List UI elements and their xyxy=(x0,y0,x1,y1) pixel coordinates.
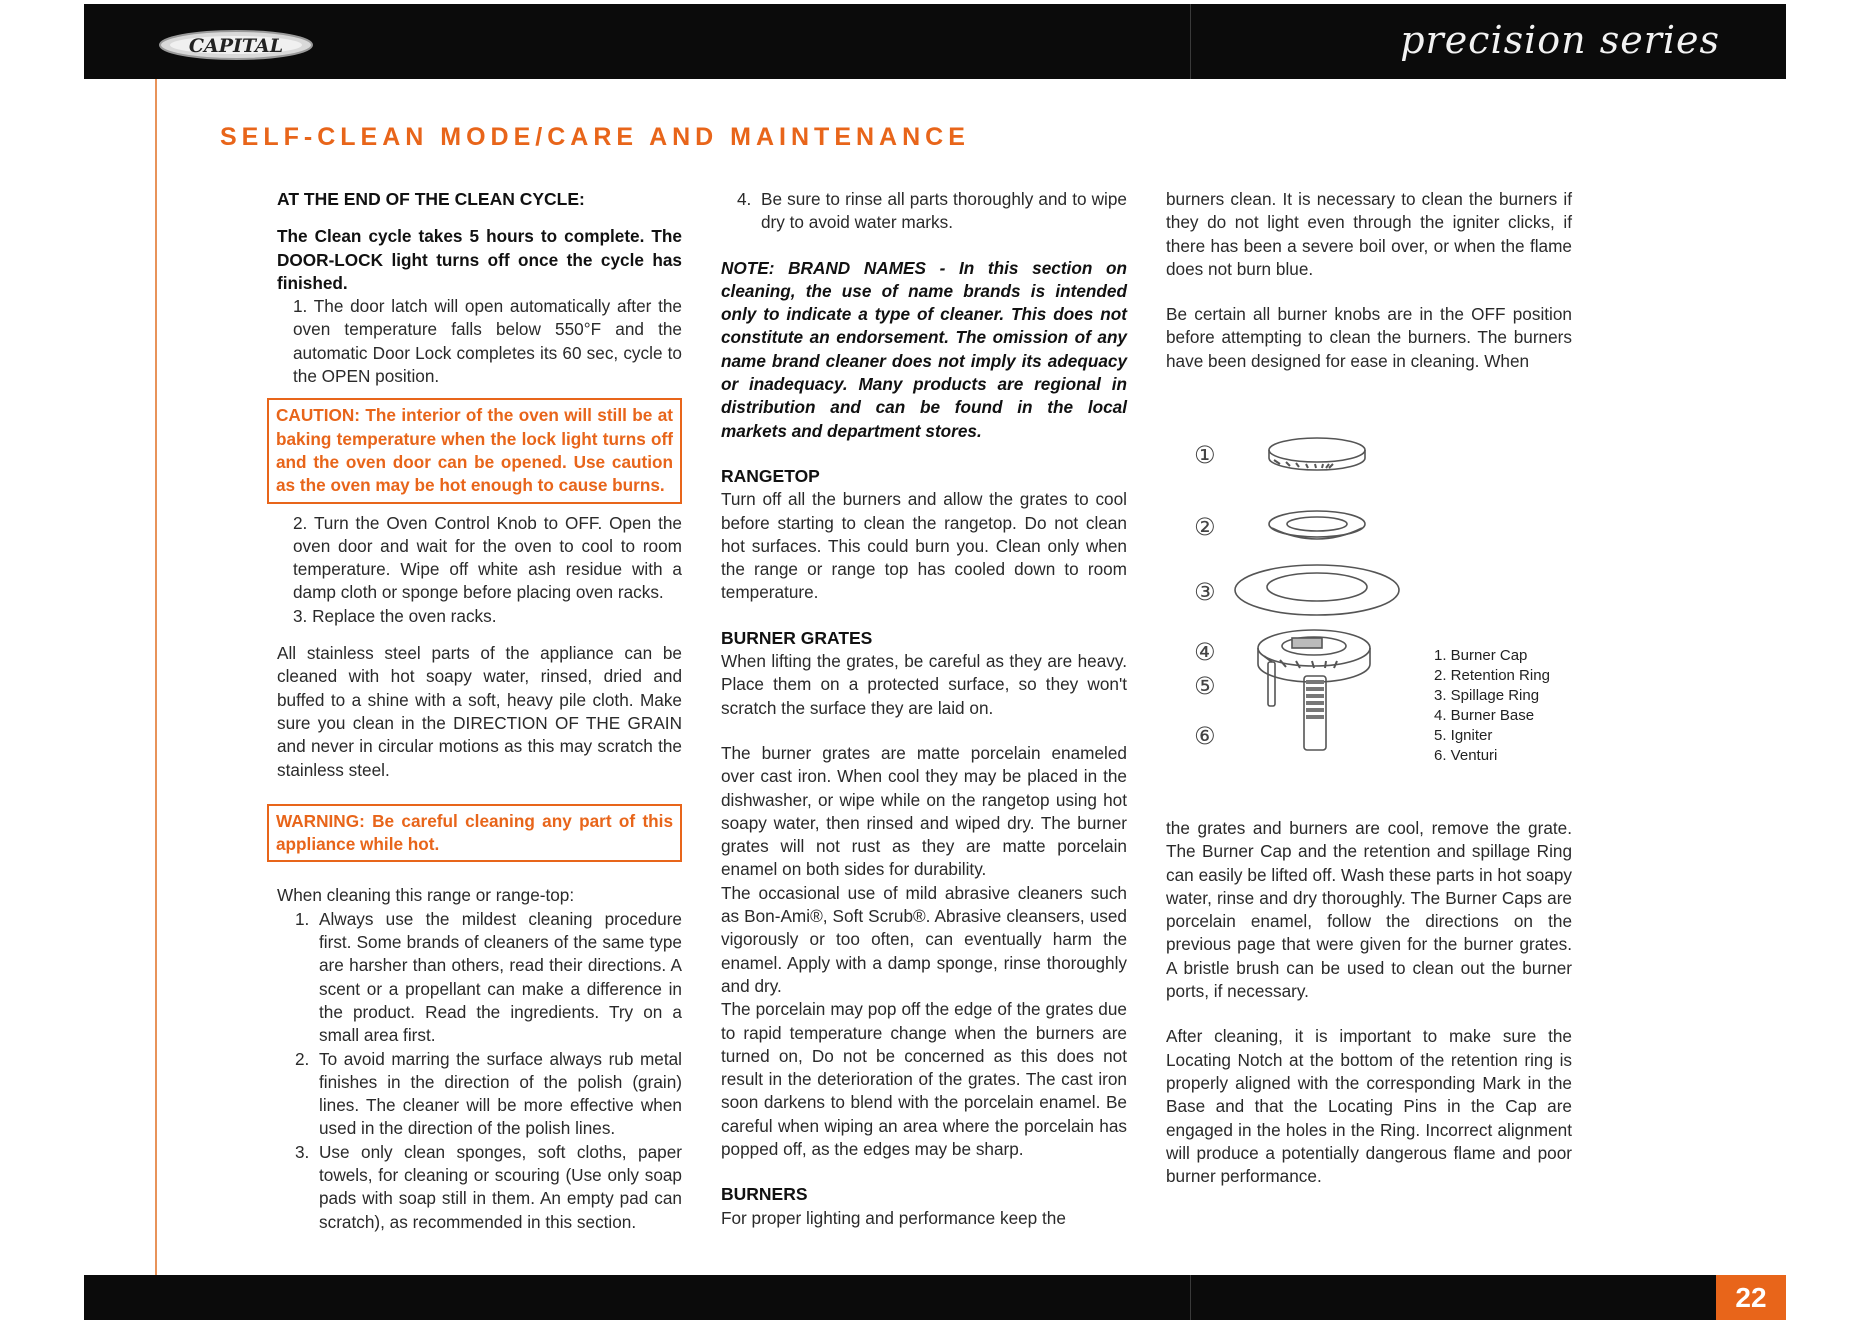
burners-heading: BURNERS xyxy=(721,1184,808,1205)
marker-6: ⑥ xyxy=(1194,722,1216,750)
burner-cap-part xyxy=(1269,438,1365,462)
marker-4: ④ xyxy=(1194,638,1216,666)
warning-box: WARNING: Be careful cleaning any part of this appliance while hot. xyxy=(267,804,682,863)
part-label: 3. Spillage Ring xyxy=(1434,687,1540,704)
step-2: 2. Turn the Oven Control Knob to OFF. Open the oven door and wait for the oven to cool to room temperature. Wipe off white ash residue with a damp cloth or sponge before placing oven racks. xyxy=(293,512,682,603)
grates-paragraph-4: The porcelain may pop off the edge of the grates due to rapid temperature change when the burners are turned on, Do not be concerned as this does not result in the deterioration of the grates. The cast iron soon darkens to blend with the porcelain enamel. Be careful when wiping an area where the porcelain has popped off, as the edges may be sharp. xyxy=(721,999,1127,1159)
list-item: 2. To avoid marring the surface always rub metal finishes in the direction of the polish (grain) lines. The cleaner will be more effective when used in the direction of the polish lines. xyxy=(295,1048,682,1139)
column-3 xyxy=(1166,188,1572,373)
section-heading-end-of-cycle: AT THE END OF THE CLEAN CYCLE: xyxy=(277,189,585,209)
column-2 xyxy=(721,188,1127,1230)
cleaning-list-continued xyxy=(721,188,1127,235)
marker-2: ② xyxy=(1194,513,1216,541)
footer-bar xyxy=(84,1275,1786,1320)
grates-paragraph-1: When lifting the grates, be careful as they are heavy. Place them on a protected surface, so they won't scratch the surface they are laid on. xyxy=(721,651,1127,718)
burner-parts-list xyxy=(1434,646,1550,766)
step-1: 1. The door latch will open automatically after the oven temperature falls below 550°F and the automatic Door Lock completes its 60 sec, cycle to the OPEN position. xyxy=(293,296,682,387)
part-label: 5. Igniter xyxy=(1434,727,1493,744)
grates-paragraph-2: The burner grates are matte porcelain enameled over cast iron. When cool they may be placed in the dishwasher, or wipe while on the rangetop using hot soapy water, then rinsed and wiped dry. The burner grates will not rust as they are matte porcelain enamel on both sides for durability. xyxy=(721,742,1127,880)
burners-paragraph-2: Be certain all burner knobs are in the OFF position before attempting to clean the burners. The burners have been designed for ease in cleaning. When xyxy=(1166,304,1572,371)
part-label: 2. Retention Ring xyxy=(1434,667,1550,684)
grates-paragraph-3: The occasional use of mild abrasive cleaners such as Bon-Ami®, Soft Scrub®. Abrasive cleansers, used vigorously or too often, can eventually harm the enamel. Apply with a damp sponge, rinse thoroughly and dry. xyxy=(721,882,1127,996)
rangetop-heading: RANGETOP xyxy=(721,465,820,486)
clean-cycle-intro: The Clean cycle takes 5 hours to complete. The DOOR-LOCK light turns off once the cycle has finished. xyxy=(277,226,682,293)
page-title: SELF-CLEAN MODE/CARE AND MAINTENANCE xyxy=(220,123,970,151)
burners-paragraph-1: burners clean. It is necessary to clean the burners if they do not light even through the igniter clicks, if there has been a severe boil over, or when the flame does not burn blue. xyxy=(1166,189,1572,279)
list-item: 4. Be sure to rinse all parts thoroughly and to wipe dry to avoid water marks. xyxy=(737,189,1127,233)
header-bar xyxy=(84,4,1786,79)
brand-names-note: NOTE: BRAND NAMES - In this section on cleaning, the use of name brands is intended only to indicate a type of cleaner. This does not constitute an endorsement. The omission of any name brand cleaner does not imply its adequacy or inadequacy. Many products are regional in distribution and can be found in the local markets and department stores. xyxy=(721,257,1127,441)
rangetop-paragraph: Turn off all the burners and allow the grates to cool before starting to clean the rangetop. Do not clean hot surfaces. This could burn you. Clean only when the range or range top has cooled down to room temperature. xyxy=(721,489,1127,603)
caution-box: CAUTION: The interior of the oven will still be at baking temperature when the lock light turns off and the oven door can be opened. Use caution as the oven may be hot enough to cause burns. xyxy=(267,398,682,503)
burners-paragraph: For proper lighting and performance keep the xyxy=(721,1207,1066,1228)
cleaning-list xyxy=(277,908,682,1234)
series-title: precision series xyxy=(1400,18,1720,62)
step-3: 3. Replace the oven racks. xyxy=(293,605,497,626)
burners-paragraph-4: After cleaning, it is important to make sure the Locating Notch at the bottom of the retention ring is properly aligned with the corresponding Mark in the Base and that the Locating Pins in the Cap are engaged in the holes in the Ring. Incorrect alignment will produce a potentially dangerous flame and poor burner performance. xyxy=(1166,1026,1572,1187)
part-label: 1. Burner Cap xyxy=(1434,647,1528,664)
list-item: 3. Use only clean sponges, soft cloths, paper towels, for cleaning or scouring (Use only soap pads with soap still in them. An empty pad can scratch), as recommended in this section. xyxy=(295,1141,682,1232)
part-label: 6. Venturi xyxy=(1434,747,1498,764)
footer-divider xyxy=(1190,1275,1191,1320)
page-number: 22 xyxy=(1716,1275,1786,1320)
logo-text: CAPITAL xyxy=(188,35,284,57)
capital-logo xyxy=(156,26,316,64)
when-cleaning-intro: When cleaning this range or range-top: xyxy=(277,885,575,906)
igniter-part xyxy=(1268,662,1275,706)
marker-5: ⑤ xyxy=(1194,672,1216,700)
stainless-paragraph: All stainless steel parts of the appliance can be cleaned with hot soapy water, rinsed, dried and buffed to a shine with a soft, heavy pile cloth. Make sure you clean in the DIRECTION OF THE GRAIN and never in circular motions as this may scratch the stainless steel. xyxy=(277,643,682,780)
burner-grates-heading: BURNER GRATES xyxy=(721,627,873,648)
part-label: 4. Burner Base xyxy=(1434,707,1535,724)
header-divider xyxy=(1190,4,1191,79)
left-margin-rule xyxy=(155,79,157,1275)
marker-3: ③ xyxy=(1194,578,1216,606)
marker-1: ① xyxy=(1194,441,1216,469)
list-item: 1. Always use the mildest cleaning procedure first. Some brands of cleaners of the same type are harsher than others, read their directions. A scent or a propellant can make a difference in the product. Read the ingredients. Try on a small area first. xyxy=(295,908,682,1046)
burners-paragraph-3: the grates and burners are cool, remove the grate. The Burner Cap and the retention and spillage Ring can easily be lifted off. Wash these parts in hot soapy water, rinse and dry thoroughly. The Burner Caps are porcelain enamel, follow the directions on the previous page that were given for the burner grates. A bristle brush can be used to clean out the burner ports, if necessary. xyxy=(1166,818,1572,1002)
column-3-continued xyxy=(1166,817,1572,1188)
column-1 xyxy=(277,188,682,1234)
